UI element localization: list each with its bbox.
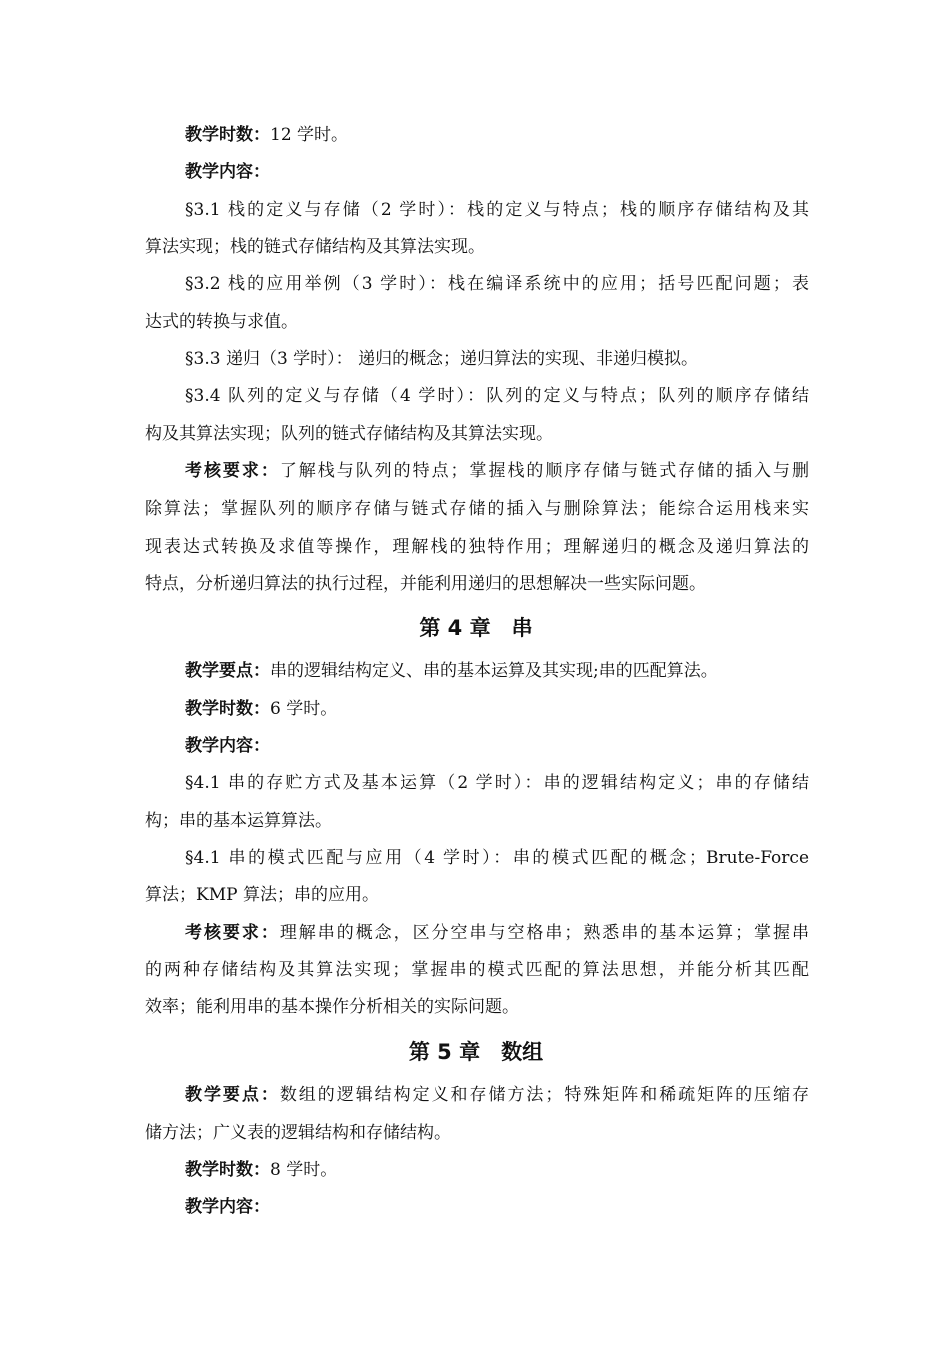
hours-value: 8 学时。 (270, 1160, 338, 1180)
ch3-section-3-4-line1: §3.4 队列的定义与存储（4 学时）：队列的定义与特点；队列的顺序存储结 (185, 386, 809, 406)
requirements-text: 理解串的概念，区分空串与空格串；熟悉串的基本运算；掌握串 (279, 923, 809, 943)
requirements-label: 考核要求： (185, 461, 280, 481)
requirements-label: 考核要求： (185, 923, 280, 943)
ch3-section-3-2-line1: §3.2 栈的应用举例（3 学时）：栈在编译系统中的应用；括号匹配问题；表 (185, 274, 809, 294)
ch3-hours (185, 123, 809, 147)
hours-value: 12 学时。 (270, 125, 349, 145)
ch5-key-points-line2: 储方法；广义表的逻辑结构和存储结构。 (145, 1123, 451, 1143)
hours-value: 6 学时。 (270, 699, 338, 719)
ch3-content-label (185, 160, 809, 184)
content-label: 教学内容： (185, 162, 270, 182)
key-points-label: 教学要点： (185, 1085, 280, 1105)
ch5-key-points-line1 (185, 1083, 809, 1107)
ch3-requirements-line4: 特点，分析递归算法的执行过程，并能利用递归的思想解决一些实际问题。 (145, 574, 706, 594)
ch4-section-4-1-line2: 构；串的基本运算算法。 (145, 811, 332, 831)
ch4-requirements-line1 (185, 921, 809, 945)
ch4-hours (185, 697, 809, 721)
ch3-requirements-line1 (185, 459, 809, 483)
chapter-4-heading: 第 4 章 串 (419, 616, 533, 640)
ch4-key-points (185, 659, 809, 683)
requirements-text: 了解栈与队列的特点；掌握栈的顺序存储与链式存储的插入与删 (279, 461, 809, 481)
content-label: 教学内容： (185, 1197, 270, 1217)
ch4-section-4-2-line1: §4.1 串的模式匹配与应用（4 学时）：串的模式匹配的概念；Brute-Force (185, 848, 809, 868)
hours-label: 教学时数： (185, 1160, 270, 1180)
chapter-5-heading: 第 5 章 数组 (408, 1040, 544, 1064)
key-points-text: 数组的逻辑结构定义和存储方法；特殊矩阵和稀疏矩阵的压缩存 (279, 1085, 809, 1105)
ch4-section-4-1-line1: §4.1 串的存贮方式及基本运算（2 学时）：串的逻辑结构定义；串的存储结 (185, 773, 809, 793)
ch4-requirements-line2: 的两种存储结构及其算法实现；掌握串的模式匹配的算法思想，并能分析其匹配 (145, 960, 809, 980)
ch3-section-3-2-line2: 达式的转换与求值。 (145, 312, 298, 332)
hours-label: 教学时数： (185, 125, 270, 145)
ch3-section-3-1-line1: §3.1 栈的定义与存储（2 学时）：栈的定义与特点；栈的顺序存储结构及其 (185, 200, 809, 220)
ch3-section-3-3-line1: §3.3 递归（3 学时）： 递归的概念；递归算法的实现、非递归模拟。 (185, 349, 699, 369)
ch3-requirements-line2: 除算法；掌握队列的顺序存储与链式存储的插入与删除算法；能综合运用栈来实 (145, 499, 809, 519)
content-label: 教学内容： (185, 736, 270, 756)
ch3-section-3-1-line2: 算法实现；栈的链式存储结构及其算法实现。 (145, 237, 485, 257)
key-points-text: 串的逻辑结构定义、串的基本运算及其实现;串的匹配算法。 (270, 661, 718, 681)
key-points-label: 教学要点： (185, 661, 270, 681)
ch5-hours (185, 1158, 809, 1182)
ch3-section-3-4-line2: 构及其算法实现；队列的链式存储结构及其算法实现。 (145, 424, 553, 444)
ch4-content-label (185, 734, 809, 758)
ch4-section-4-2-line2: 算法；KMP 算法；串的应用。 (145, 885, 379, 905)
ch3-requirements-line3: 现表达式转换及求值等操作，理解栈的独特作用；理解递归的概念及递归算法的 (145, 537, 809, 557)
ch5-content-label (185, 1195, 809, 1219)
hours-label: 教学时数： (185, 699, 270, 719)
ch4-requirements-line3: 效率；能利用串的基本操作分析相关的实际问题。 (145, 997, 519, 1017)
